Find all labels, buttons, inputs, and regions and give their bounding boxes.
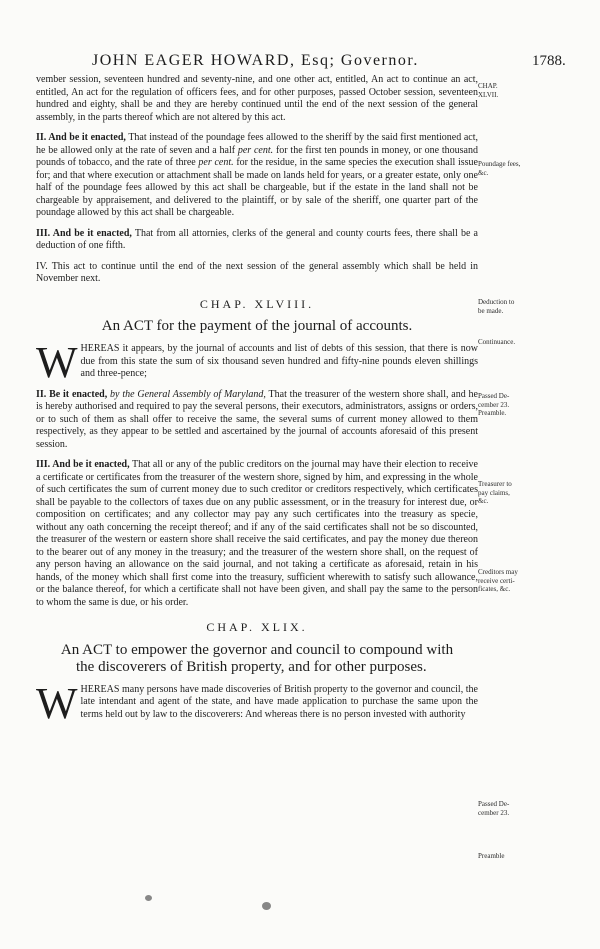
margin-note-creditors	[478, 568, 536, 594]
ink-smudge	[145, 895, 152, 901]
c48-s2-italic: by the General Assembly of Maryland,	[107, 388, 266, 400]
margin-note-deduction	[478, 298, 536, 315]
margin-note-line: Continuance.	[478, 338, 516, 346]
preamble-48-text: HEREAS it appears, by the journal of accounts and list of debts of this session, that there is now due from this state the sum of six thousand seven hundred and fifty-nine pounds eleven shillings and three-pence;	[80, 343, 478, 379]
c48-s3-text: That all or any of the public creditors on the journal may have their election to receive a certificate or certificates from the treasurer of the western shore, signed by him, and expressing in the whole of such certificates the sum of current money due to such creditor or creditors respectively, which certificates shall be payable to the collectors of taxes due on any public assessment, or in the treasury for interest due, or composition on certificates; and any collector may pay any such certificates into the treasury as specie, without any oath concerning the receipt thereof; and if any of the said certificates shall not be so discounted, the treasurer of the western or eastern shore shall receive the said certificates, and pay the money due thereon to the bearer out of any money in the treasury; and the treasurer of the western shore shall, on the request of any person having an allowance on the said journal, and not taking a certificate as aforesaid, retain in his hands, of the money which shall first come into the treasury, sufficient wherewith to satisfy such allowance, or the balance thereof, for which a certificate shall not have been given, and shall pay the same to the person to whom the same is due, or his order.	[36, 459, 478, 608]
margin-note-line: ficates, &c.	[478, 585, 511, 593]
margin-note-line: Passed De-	[478, 392, 510, 400]
chapter-49-preamble	[36, 678, 478, 728]
margin-note-continuance	[478, 338, 536, 347]
margin-note-line: &c.	[478, 168, 489, 177]
section-2-italic: per cent.	[237, 144, 274, 156]
margin-note-line: cember 23.	[478, 808, 510, 817]
margin-note-line: cember 23.	[478, 400, 510, 409]
section-2-lead: II. And be it enacted,	[36, 132, 126, 143]
carryover-paragraph: vember session, seventeen hundred and seventy-nine, and one other act, entitled, An act to continue an act, entitled, An act for the regulation of officers fees, and for other purposes, passed October session, seventeen hundred and eighty, shall be and they are hereby continued until the end of the next session of the general assembly, in the parts thereof which are not altered by this act.	[36, 74, 478, 123]
margin-note-line: Deduction to	[478, 298, 515, 306]
c48-s3-lead: III. And be it enacted,	[36, 459, 130, 470]
section-3-paragraph	[36, 228, 478, 253]
chapter-48-title: An ACT for the payment of the journal of accounts.	[101, 318, 413, 334]
margin-note-poundage	[478, 160, 536, 177]
section-2-text-b: for the first ten pounds in money, or one thousand pounds of tobacco, and the rate of three	[36, 144, 478, 168]
margin-note-preamble-49	[478, 852, 536, 861]
ink-smudge	[262, 902, 271, 910]
margin-note-line: Poundage fees,	[478, 160, 521, 168]
section-4-paragraph: IV. This act to continue until the end of the next session of the general assembly which shall be held in November next.	[36, 260, 478, 284]
chapter-49-heading: CHAP. XLIX.	[206, 620, 308, 634]
running-head: JOHN EAGER HOWARD, Esq; Governor.	[92, 52, 419, 69]
chapter-48-heading: CHAP. XLVIII.	[199, 296, 315, 311]
c48-s2-text: That the treasurer of the western shore shall, and he is hereby authorised and required to pay the several persons, their executors, administrators, assigns or orders, or to such of them as shall offer to receive the same, the several sums of current money allowed to them respectively, as they appear to be settled and ascertained by the journal of accounts aforesaid of this present session.	[36, 388, 478, 450]
c48-s2-lead: II. Be it enacted,	[36, 388, 108, 400]
section-3-text: That from all attornies, clerks of the general and county courts fees, there shall be a deduction of one fifth.	[36, 227, 478, 251]
section-2-italic-2: per cent.	[198, 157, 234, 168]
dropcap-w-2: W	[36, 678, 78, 728]
margin-note-line: receive certi-	[478, 576, 515, 585]
dropcap-w: W	[36, 338, 78, 387]
margin-note-chap-ref	[478, 82, 536, 99]
section-2-text-a: That instead of the poundage fees allowed to the sheriff by the said first mentioned act, he be allowed only at the rate of seven and a half	[36, 132, 478, 156]
margin-note-line: Creditors may	[478, 568, 518, 576]
chapter-48-preamble	[36, 338, 478, 387]
chapter-49-title-line-2: the discoverers of British property, and for other purposes.	[76, 658, 427, 675]
preamble-49-text: HEREAS many persons have made discoveries of British property to the governor and council, the late intendant and agent of the state, and have made application to purchase the same upon the terms held out by law to the discoverers: And whereas there is no person invested with authority	[80, 683, 478, 720]
margin-note-line: Preamble.	[478, 409, 507, 417]
margin-note-line: Preamble	[478, 852, 505, 860]
section-2-text-c: for the residue, in the same species the execution shall issue for; and that where execution or attachment shall be made on lands held for years, or a greater estate, only one half of the poundage fees allowed by this act shall be chargeable, but if the estate in the land shall not be chargeable by appraisement, and delivered to the plaintiff, or by sale of the sheriff, one quarter part of the poundage allowed by this act shall be chargeable.	[36, 157, 478, 218]
section-3-lead: III. And be it enacted,	[36, 227, 132, 239]
margin-note-line: CHAP.	[478, 82, 498, 90]
page-body	[36, 74, 478, 728]
margin-note-passed-49	[478, 800, 536, 817]
section-2-paragraph	[36, 132, 478, 220]
margin-note-line: be made.	[478, 306, 504, 315]
margin-note-line: Passed De-	[478, 800, 510, 808]
chapter-49-title	[36, 642, 478, 676]
chapter-48-section-2	[36, 389, 478, 452]
margin-note-passed-48	[478, 392, 536, 418]
margin-note-line: &c.	[478, 497, 489, 505]
margin-note-treasurer	[478, 480, 536, 506]
chapter-48-section-3	[36, 459, 478, 609]
page-number: 1788.	[532, 53, 566, 69]
margin-note-line: XLVII.	[478, 90, 499, 99]
margin-note-line: Treasurer to	[478, 480, 512, 488]
margin-note-line: pay claims,	[478, 488, 510, 497]
chapter-49-title-line-1: An ACT to empower the governor and council to compound with	[60, 641, 454, 658]
